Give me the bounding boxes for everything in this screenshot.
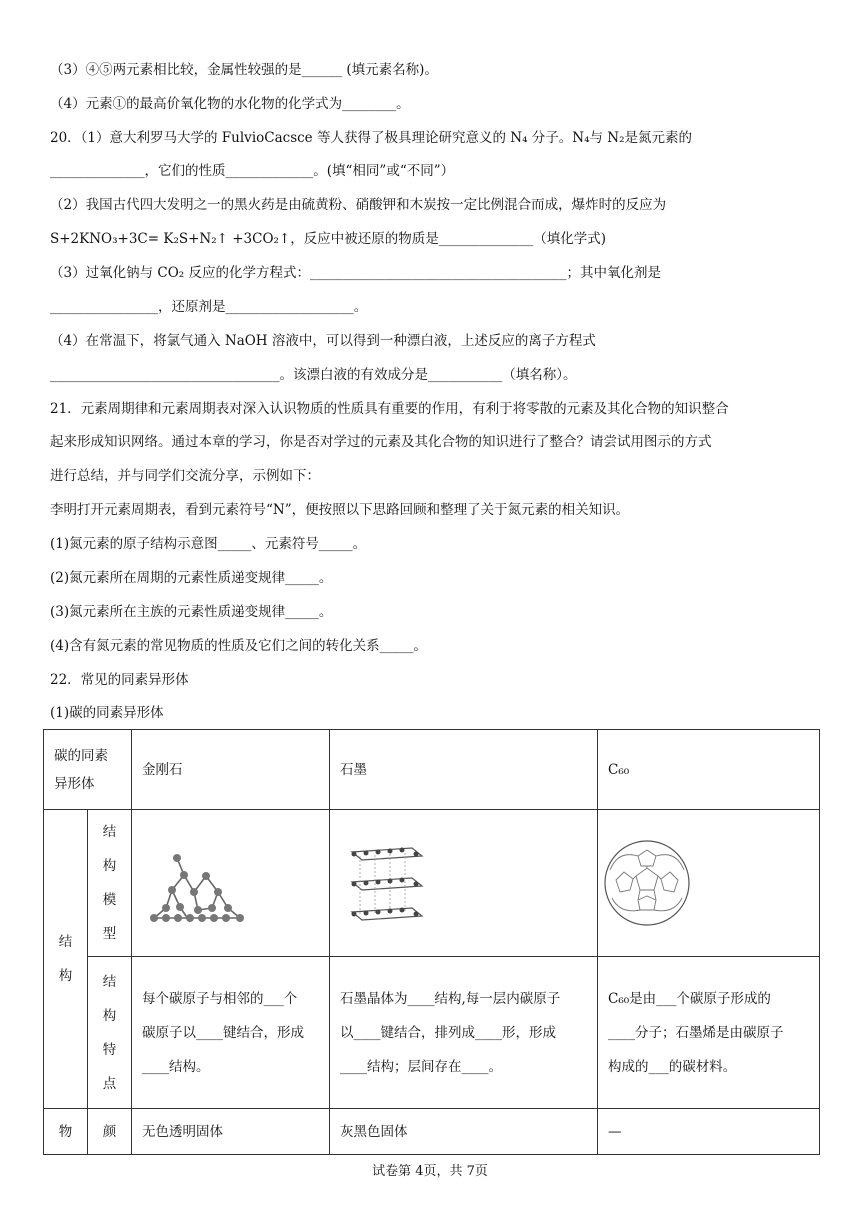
feature-label-char2: 构 <box>102 1007 117 1024</box>
q22-title: 22．常见的同素异形体 <box>50 672 189 688</box>
structure-label-char1: 结 <box>58 934 73 950</box>
c60-feature-line2: ____分子；石墨烯是由碳原子 <box>608 1024 784 1041</box>
header-graphite: 石墨 <box>330 730 598 810</box>
header-label-line1: 碳的同素 <box>54 747 108 764</box>
graphite-feature-line3: ____结构；层间存在____。 <box>340 1058 502 1075</box>
q21-intro-line2: 起来形成知识网络。通过本章的学习，你是否对学过的元素及其化合物的知识进行了整合？请尝试用图示的方式 <box>50 434 712 450</box>
feature-label-char4: 点 <box>102 1075 117 1092</box>
allotrope-table <box>43 729 820 1155</box>
model-label-char3: 模 <box>102 892 117 908</box>
c60-model-cell <box>598 810 820 957</box>
q21-item2: (2)氮元素所在周期的元素性质递变规律_____。 <box>50 570 333 586</box>
q21-item1: (1)氮元素的原子结构示意图_____、元素符号_____。 <box>50 536 367 552</box>
graphite-model-cell <box>330 810 598 957</box>
c60-feature-cell <box>598 957 820 1109</box>
c60-color: — <box>598 1109 820 1155</box>
page-footer: 试卷第 4页，共 7页 <box>372 1164 488 1179</box>
feature-label-char3: 特 <box>102 1041 117 1058</box>
q22-subtitle: (1)碳的同素异形体 <box>50 705 164 721</box>
feature-label <box>88 957 132 1109</box>
header-label-cell <box>44 730 132 810</box>
diamond-feature-cell <box>132 957 330 1109</box>
graphite-model-image <box>330 810 597 956</box>
q20-part4-line2: __________________________________。该漂白液的有效成分是___________（填名称）。 <box>50 367 577 383</box>
diamond-feature-line1: 每个碳原子与相邻的___个 <box>142 990 298 1007</box>
q20-part4-line1: （4）在常温下，将氯气通入 NaOH 溶液中，可以得到一种漂白液，上述反应的离子方程式 <box>50 333 596 349</box>
diamond-model-image <box>132 810 329 956</box>
feature-label-char1: 结 <box>102 973 117 990</box>
c60-feature-line3: 构成的___的碳材料。 <box>608 1058 737 1075</box>
q21-intro-line3: 进行总结，并与同学们交流分享，示例如下： <box>50 468 320 484</box>
q19-part3: （3）④⑤两元素相比较，金属性较强的是______ (填元素名称)。 <box>50 62 438 78</box>
model-label-char2: 构 <box>102 858 117 874</box>
graphite-color: 灰黑色固体 <box>330 1109 598 1155</box>
graphite-feature-line2: 以____键结合，排列成____形，形成 <box>340 1024 556 1041</box>
graphite-feature-cell <box>330 957 598 1109</box>
q21-item4: (4)含有氮元素的常见物质的性质及它们之间的转化关系_____。 <box>50 638 427 654</box>
header-label-line2: 异形体 <box>54 775 95 792</box>
model-label-char1: 结 <box>102 824 117 840</box>
diamond-feature-line3: ____结构。 <box>142 1058 210 1075</box>
structure-label <box>44 810 88 1109</box>
q20-part3-line1: （3）过氧化钠与 CO₂ 反应的化学方程式：______________________________________；其中氧化剂是 <box>50 265 661 281</box>
q19-part4: （4）元素①的最高价氧化物的水化物的化学式为________。 <box>50 96 410 112</box>
graphite-feature-line1: 石墨晶体为____结构,每一层内碳原子 <box>340 990 561 1007</box>
model-label-char4: 型 <box>102 926 117 942</box>
q20-part2-line1: （2）我国古代四大发明之一的黑火药是由硫黄粉、硝酸钾和木炭按一定比例混合而成，爆炸时的反应为 <box>50 197 667 213</box>
header-c60: C₆₀ <box>598 730 820 810</box>
model-label <box>88 810 132 957</box>
q20-part1-line1: 20．（1）意大利罗马大学的 FulvioCacsce 等人获得了极具理论研究意义的 N₄ 分子。N₄与 N₂是氮元素的 <box>50 130 693 146</box>
q21-intro-line1: 21．元素周期律和元素周期表对深入认识物质的性质具有重要的作用，有利于将零散的元素及其化合物的知识整合 <box>50 401 729 417</box>
c60-model-image <box>598 810 819 956</box>
q21-item3: (3)氮元素所在主族的元素性质递变规律_____。 <box>50 604 333 620</box>
q20-part2-line2: S+2KNO₃+3C= K₂S+N₂↑ +3CO₂↑，反应中被还原的物质是______________（填化学式) <box>50 231 607 247</box>
diamond-color: 无色透明固体 <box>132 1109 330 1155</box>
header-diamond: 金刚石 <box>132 730 330 810</box>
physical-label: 物 <box>44 1109 88 1155</box>
color-label: 颜 <box>88 1109 132 1155</box>
q20-part3-line2: ________________，还原剂是___________________。 <box>50 299 368 315</box>
c60-feature-line1: C₆₀是由___个碳原子形成的 <box>608 990 771 1007</box>
q20-part1-line2: ______________，它们的性质_____________。(填“相同”或“不同”） <box>50 163 455 179</box>
q21-example: 李明打开元素周期表，看到元素符号“N”，便按照以下思路回顾和整理了关于氮元素的相关知识。 <box>50 502 630 518</box>
structure-label-char2: 构 <box>58 968 73 984</box>
diamond-model-cell <box>132 810 330 957</box>
diamond-feature-line2: 碳原子以____键结合，形成 <box>142 1024 304 1041</box>
